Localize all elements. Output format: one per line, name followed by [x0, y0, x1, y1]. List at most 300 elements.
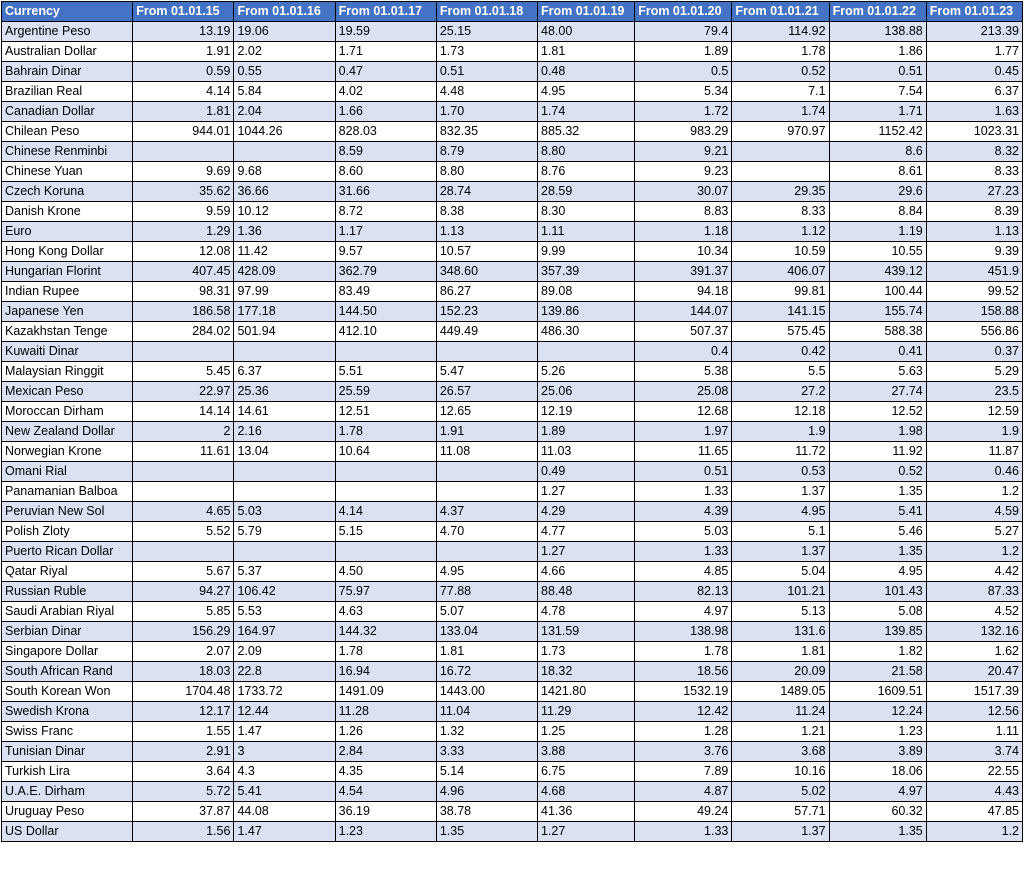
- rate-cell: 18.06: [829, 762, 926, 782]
- rate-cell: 35.62: [133, 182, 234, 202]
- rate-cell: 12.59: [926, 402, 1022, 422]
- currency-name-cell: Chilean Peso: [2, 122, 133, 142]
- rate-cell: [335, 542, 436, 562]
- rate-cell: 1.37: [732, 822, 829, 842]
- rate-cell: 1489.05: [732, 682, 829, 702]
- rate-cell: 4.66: [538, 562, 635, 582]
- rate-cell: 0.48: [538, 62, 635, 82]
- rate-cell: 49.24: [635, 802, 732, 822]
- currency-name-cell: Hungarian Florint: [2, 262, 133, 282]
- rate-cell: 3: [234, 742, 335, 762]
- rate-cell: 0.37: [926, 342, 1022, 362]
- rate-cell: 5.27: [926, 522, 1022, 542]
- rate-cell: 1.33: [635, 822, 732, 842]
- rate-cell: 1.23: [335, 822, 436, 842]
- rate-cell: 131.6: [732, 622, 829, 642]
- currency-name-cell: Qatar Riyal: [2, 562, 133, 582]
- rate-cell: 10.12: [234, 202, 335, 222]
- rate-cell: 186.58: [133, 302, 234, 322]
- currency-name-cell: Swiss Franc: [2, 722, 133, 742]
- column-header-currency: Currency: [2, 2, 133, 22]
- currency-name-cell: Singapore Dollar: [2, 642, 133, 662]
- rate-cell: 12.68: [635, 402, 732, 422]
- rate-cell: 99.81: [732, 282, 829, 302]
- rate-cell: 9.68: [234, 162, 335, 182]
- currency-name-cell: Czech Koruna: [2, 182, 133, 202]
- table-row: [2, 582, 1023, 602]
- rate-cell: 1.27: [538, 542, 635, 562]
- rate-cell: 1.73: [436, 42, 537, 62]
- rate-cell: 30.07: [635, 182, 732, 202]
- table-row: [2, 462, 1023, 482]
- rate-cell: 11.87: [926, 442, 1022, 462]
- rate-cell: 5.45: [133, 362, 234, 382]
- rate-cell: 16.94: [335, 662, 436, 682]
- rate-cell: 10.59: [732, 242, 829, 262]
- rate-cell: [436, 482, 537, 502]
- rate-cell: 4.95: [829, 562, 926, 582]
- rate-cell: 1.23: [829, 722, 926, 742]
- rate-cell: 41.36: [538, 802, 635, 822]
- rate-cell: 5.67: [133, 562, 234, 582]
- rate-cell: 5.79: [234, 522, 335, 542]
- rate-cell: 4.95: [538, 82, 635, 102]
- rate-cell: 451.9: [926, 262, 1022, 282]
- rate-cell: 828.03: [335, 122, 436, 142]
- rate-cell: [538, 342, 635, 362]
- rate-cell: 4.42: [926, 562, 1022, 582]
- rate-cell: [436, 542, 537, 562]
- table-row: [2, 702, 1023, 722]
- table-row: [2, 822, 1023, 842]
- rate-cell: 0.45: [926, 62, 1022, 82]
- rate-cell: 16.72: [436, 662, 537, 682]
- rate-cell: 20.09: [732, 662, 829, 682]
- rate-cell: 21.58: [829, 662, 926, 682]
- column-header-8: From 01.01.22: [829, 2, 926, 22]
- rate-cell: 1704.48: [133, 682, 234, 702]
- rate-cell: 8.32: [926, 142, 1022, 162]
- table-row: [2, 622, 1023, 642]
- rate-cell: 1.81: [732, 642, 829, 662]
- rate-cell: 1.19: [829, 222, 926, 242]
- rate-cell: 144.07: [635, 302, 732, 322]
- rate-cell: 4.78: [538, 602, 635, 622]
- rate-cell: 1.35: [829, 482, 926, 502]
- rate-cell: 5.08: [829, 602, 926, 622]
- currency-name-cell: South Korean Won: [2, 682, 133, 702]
- header-row: [2, 2, 1023, 22]
- rate-cell: 1.62: [926, 642, 1022, 662]
- rate-cell: 1532.19: [635, 682, 732, 702]
- rate-cell: 1.86: [829, 42, 926, 62]
- rate-cell: 5.84: [234, 82, 335, 102]
- table-row: [2, 302, 1023, 322]
- currency-name-cell: Indian Rupee: [2, 282, 133, 302]
- rate-cell: 4.54: [335, 782, 436, 802]
- currency-name-cell: U.A.E. Dirham: [2, 782, 133, 802]
- rate-cell: 4.14: [133, 82, 234, 102]
- table-row: [2, 182, 1023, 202]
- rate-cell: 5.15: [335, 522, 436, 542]
- table-row: [2, 22, 1023, 42]
- table-row: [2, 502, 1023, 522]
- rate-cell: 1.2: [926, 482, 1022, 502]
- rate-cell: 10.57: [436, 242, 537, 262]
- rate-cell: 4.95: [732, 502, 829, 522]
- rate-cell: [335, 462, 436, 482]
- rate-cell: 5.47: [436, 362, 537, 382]
- rate-cell: 5.41: [234, 782, 335, 802]
- rate-cell: 2.09: [234, 642, 335, 662]
- rate-cell: 18.32: [538, 662, 635, 682]
- rate-cell: 139.86: [538, 302, 635, 322]
- rate-cell: 131.59: [538, 622, 635, 642]
- rate-cell: 47.85: [926, 802, 1022, 822]
- rate-cell: 1.35: [829, 542, 926, 562]
- currency-name-cell: Chinese Renminbi: [2, 142, 133, 162]
- rate-cell: 29.35: [732, 182, 829, 202]
- rate-cell: 156.29: [133, 622, 234, 642]
- rate-cell: 5.13: [732, 602, 829, 622]
- rate-cell: 1.63: [926, 102, 1022, 122]
- rate-cell: 1.25: [538, 722, 635, 742]
- rate-cell: 2.07: [133, 642, 234, 662]
- rate-cell: 1.13: [926, 222, 1022, 242]
- rate-cell: 362.79: [335, 262, 436, 282]
- rate-cell: [436, 342, 537, 362]
- rate-cell: 1733.72: [234, 682, 335, 702]
- rate-cell: [335, 482, 436, 502]
- rate-cell: 5.72: [133, 782, 234, 802]
- rate-cell: 14.14: [133, 402, 234, 422]
- rate-cell: [335, 342, 436, 362]
- rate-cell: 4.77: [538, 522, 635, 542]
- currency-name-cell: Mexican Peso: [2, 382, 133, 402]
- rate-cell: 439.12: [829, 262, 926, 282]
- rate-cell: 5.04: [732, 562, 829, 582]
- rate-cell: 0.52: [829, 462, 926, 482]
- table-row: [2, 342, 1023, 362]
- rate-cell: 5.03: [635, 522, 732, 542]
- rate-cell: 9.59: [133, 202, 234, 222]
- rate-cell: 3.89: [829, 742, 926, 762]
- column-header-7: From 01.01.21: [732, 2, 829, 22]
- rate-cell: 0.5: [635, 62, 732, 82]
- currency-name-cell: Moroccan Dirham: [2, 402, 133, 422]
- rate-cell: 8.60: [335, 162, 436, 182]
- rate-cell: 0.47: [335, 62, 436, 82]
- rate-cell: 0.59: [133, 62, 234, 82]
- rate-cell: 1.11: [538, 222, 635, 242]
- rate-cell: 94.27: [133, 582, 234, 602]
- rate-cell: 10.16: [732, 762, 829, 782]
- rate-cell: [732, 142, 829, 162]
- rate-cell: 1421.80: [538, 682, 635, 702]
- rate-cell: 348.60: [436, 262, 537, 282]
- rate-cell: 5.37: [234, 562, 335, 582]
- rate-cell: 9.99: [538, 242, 635, 262]
- column-header-9: From 01.01.23: [926, 2, 1022, 22]
- rate-cell: 1.82: [829, 642, 926, 662]
- currency-name-cell: Japanese Yen: [2, 302, 133, 322]
- rate-cell: 101.43: [829, 582, 926, 602]
- table-row: [2, 282, 1023, 302]
- rate-cell: 10.34: [635, 242, 732, 262]
- rate-cell: 1.35: [829, 822, 926, 842]
- currency-name-cell: Chinese Yuan: [2, 162, 133, 182]
- rate-cell: 1.37: [732, 542, 829, 562]
- currency-name-cell: Kuwaiti Dinar: [2, 342, 133, 362]
- rate-cell: 5.1: [732, 522, 829, 542]
- currency-name-cell: Malaysian Ringgit: [2, 362, 133, 382]
- rate-cell: 8.6: [829, 142, 926, 162]
- rate-cell: 428.09: [234, 262, 335, 282]
- rate-cell: [234, 342, 335, 362]
- rate-cell: 1.26: [335, 722, 436, 742]
- rate-cell: 57.71: [732, 802, 829, 822]
- rate-cell: 832.35: [436, 122, 537, 142]
- rate-cell: 36.19: [335, 802, 436, 822]
- rate-cell: 27.23: [926, 182, 1022, 202]
- rate-cell: 114.92: [732, 22, 829, 42]
- rate-cell: 8.33: [732, 202, 829, 222]
- rate-cell: 2: [133, 422, 234, 442]
- currency-name-cell: Panamanian Balboa: [2, 482, 133, 502]
- rate-cell: 48.00: [538, 22, 635, 42]
- table-body: [2, 22, 1023, 842]
- rate-cell: 0.41: [829, 342, 926, 362]
- rate-cell: 0.51: [436, 62, 537, 82]
- rate-cell: 4.50: [335, 562, 436, 582]
- rate-cell: 4.63: [335, 602, 436, 622]
- rate-cell: 412.10: [335, 322, 436, 342]
- rate-cell: 1.89: [635, 42, 732, 62]
- rate-cell: 1.33: [635, 542, 732, 562]
- rate-cell: 25.36: [234, 382, 335, 402]
- table-row: [2, 142, 1023, 162]
- rate-cell: 1.78: [335, 642, 436, 662]
- rate-cell: 8.39: [926, 202, 1022, 222]
- table-row: [2, 762, 1023, 782]
- rate-cell: 407.45: [133, 262, 234, 282]
- rate-cell: 3.74: [926, 742, 1022, 762]
- rate-cell: 11.42: [234, 242, 335, 262]
- rate-cell: 6.37: [926, 82, 1022, 102]
- rate-cell: 101.21: [732, 582, 829, 602]
- rate-cell: 98.31: [133, 282, 234, 302]
- rate-cell: 11.72: [732, 442, 829, 462]
- rate-cell: 1.78: [732, 42, 829, 62]
- rate-cell: 1.71: [335, 42, 436, 62]
- table-row: [2, 322, 1023, 342]
- rate-cell: 5.07: [436, 602, 537, 622]
- rate-cell: 1.56: [133, 822, 234, 842]
- rate-cell: 79.4: [635, 22, 732, 42]
- rate-cell: 1.81: [538, 42, 635, 62]
- rate-cell: 1.74: [538, 102, 635, 122]
- column-header-6: From 01.01.20: [635, 2, 732, 22]
- table-row: [2, 382, 1023, 402]
- currency-name-cell: Hong Kong Dollar: [2, 242, 133, 262]
- currency-name-cell: Omani Rial: [2, 462, 133, 482]
- rate-cell: 12.42: [635, 702, 732, 722]
- rate-cell: 8.33: [926, 162, 1022, 182]
- rate-cell: 970.97: [732, 122, 829, 142]
- rate-cell: 1.2: [926, 822, 1022, 842]
- table-row: [2, 602, 1023, 622]
- rate-cell: 138.98: [635, 622, 732, 642]
- rate-cell: 27.2: [732, 382, 829, 402]
- rate-cell: 25.15: [436, 22, 537, 42]
- rate-cell: 1.12: [732, 222, 829, 242]
- rate-cell: 28.74: [436, 182, 537, 202]
- table-row: [2, 262, 1023, 282]
- rate-cell: 4.65: [133, 502, 234, 522]
- rate-cell: 11.28: [335, 702, 436, 722]
- rate-cell: 38.78: [436, 802, 537, 822]
- currency-name-cell: Tunisian Dinar: [2, 742, 133, 762]
- rate-cell: 106.42: [234, 582, 335, 602]
- rate-cell: 4.02: [335, 82, 436, 102]
- table-row: [2, 402, 1023, 422]
- rate-cell: 5.85: [133, 602, 234, 622]
- rate-cell: 8.38: [436, 202, 537, 222]
- rate-cell: 22.8: [234, 662, 335, 682]
- rate-cell: 1.73: [538, 642, 635, 662]
- rate-cell: 1.97: [635, 422, 732, 442]
- rate-cell: 357.39: [538, 262, 635, 282]
- rate-cell: 0.4: [635, 342, 732, 362]
- rate-cell: 1.70: [436, 102, 537, 122]
- rate-cell: 449.49: [436, 322, 537, 342]
- rate-cell: 19.59: [335, 22, 436, 42]
- rate-cell: 1.81: [133, 102, 234, 122]
- table-row: [2, 122, 1023, 142]
- rate-cell: 13.04: [234, 442, 335, 462]
- rate-cell: 12.18: [732, 402, 829, 422]
- rate-cell: 1.29: [133, 222, 234, 242]
- rate-cell: 0.46: [926, 462, 1022, 482]
- rate-cell: 1152.42: [829, 122, 926, 142]
- rate-cell: 5.02: [732, 782, 829, 802]
- rate-cell: 5.51: [335, 362, 436, 382]
- rate-cell: 1.32: [436, 722, 537, 742]
- rate-cell: 4.48: [436, 82, 537, 102]
- rate-cell: 11.08: [436, 442, 537, 462]
- rate-cell: [133, 482, 234, 502]
- table-row: [2, 482, 1023, 502]
- rate-cell: 8.30: [538, 202, 635, 222]
- rate-cell: 29.6: [829, 182, 926, 202]
- rate-cell: 3.68: [732, 742, 829, 762]
- currency-name-cell: South African Rand: [2, 662, 133, 682]
- rate-cell: 12.44: [234, 702, 335, 722]
- rate-cell: 13.19: [133, 22, 234, 42]
- rate-cell: 31.66: [335, 182, 436, 202]
- rate-cell: 4.97: [829, 782, 926, 802]
- currency-name-cell: Puerto Rican Dollar: [2, 542, 133, 562]
- table-row: [2, 242, 1023, 262]
- currency-name-cell: Swedish Krona: [2, 702, 133, 722]
- currency-name-cell: Uruguay Peso: [2, 802, 133, 822]
- rate-cell: 144.50: [335, 302, 436, 322]
- rate-cell: [133, 542, 234, 562]
- rate-cell: 8.72: [335, 202, 436, 222]
- rate-cell: [234, 142, 335, 162]
- currency-name-cell: Canadian Dollar: [2, 102, 133, 122]
- rate-cell: 83.49: [335, 282, 436, 302]
- rate-cell: 2.16: [234, 422, 335, 442]
- rate-cell: 100.44: [829, 282, 926, 302]
- rate-cell: 22.55: [926, 762, 1022, 782]
- rate-cell: 4.43: [926, 782, 1022, 802]
- rate-cell: [133, 342, 234, 362]
- rate-cell: 5.14: [436, 762, 537, 782]
- rate-cell: 1.47: [234, 722, 335, 742]
- rate-cell: 5.52: [133, 522, 234, 542]
- rate-cell: 18.56: [635, 662, 732, 682]
- rate-cell: 1.66: [335, 102, 436, 122]
- rate-cell: 1443.00: [436, 682, 537, 702]
- rate-cell: 44.08: [234, 802, 335, 822]
- rate-cell: 1.78: [335, 422, 436, 442]
- table-row: [2, 222, 1023, 242]
- rate-cell: 141.15: [732, 302, 829, 322]
- table-row: [2, 682, 1023, 702]
- rate-cell: 8.59: [335, 142, 436, 162]
- table-row: [2, 102, 1023, 122]
- rate-cell: 6.37: [234, 362, 335, 382]
- rate-cell: 88.48: [538, 582, 635, 602]
- rate-cell: 5.41: [829, 502, 926, 522]
- rate-cell: 60.32: [829, 802, 926, 822]
- rate-cell: 138.88: [829, 22, 926, 42]
- rate-cell: 10.55: [829, 242, 926, 262]
- rate-cell: 5.5: [732, 362, 829, 382]
- rate-cell: 1.27: [538, 482, 635, 502]
- rate-cell: 4.35: [335, 762, 436, 782]
- rate-cell: 8.61: [829, 162, 926, 182]
- rate-cell: 27.74: [829, 382, 926, 402]
- rate-cell: 75.97: [335, 582, 436, 602]
- rate-cell: 944.01: [133, 122, 234, 142]
- rate-cell: 3.33: [436, 742, 537, 762]
- rate-cell: 12.52: [829, 402, 926, 422]
- rate-cell: 2.02: [234, 42, 335, 62]
- rate-cell: 486.30: [538, 322, 635, 342]
- rate-cell: 20.47: [926, 662, 1022, 682]
- rate-cell: 556.86: [926, 322, 1022, 342]
- currency-name-cell: Saudi Arabian Riyal: [2, 602, 133, 622]
- rate-cell: 5.03: [234, 502, 335, 522]
- rate-cell: 1.37: [732, 482, 829, 502]
- rate-cell: 19.06: [234, 22, 335, 42]
- rate-cell: 26.57: [436, 382, 537, 402]
- rate-cell: 86.27: [436, 282, 537, 302]
- currency-name-cell: US Dollar: [2, 822, 133, 842]
- table-row: [2, 742, 1023, 762]
- rate-cell: 1491.09: [335, 682, 436, 702]
- rate-cell: 588.38: [829, 322, 926, 342]
- rate-cell: 28.59: [538, 182, 635, 202]
- rate-cell: 14.61: [234, 402, 335, 422]
- rate-cell: 5.46: [829, 522, 926, 542]
- rate-cell: 22.97: [133, 382, 234, 402]
- rate-cell: 1517.39: [926, 682, 1022, 702]
- table-row: [2, 442, 1023, 462]
- currency-name-cell: Euro: [2, 222, 133, 242]
